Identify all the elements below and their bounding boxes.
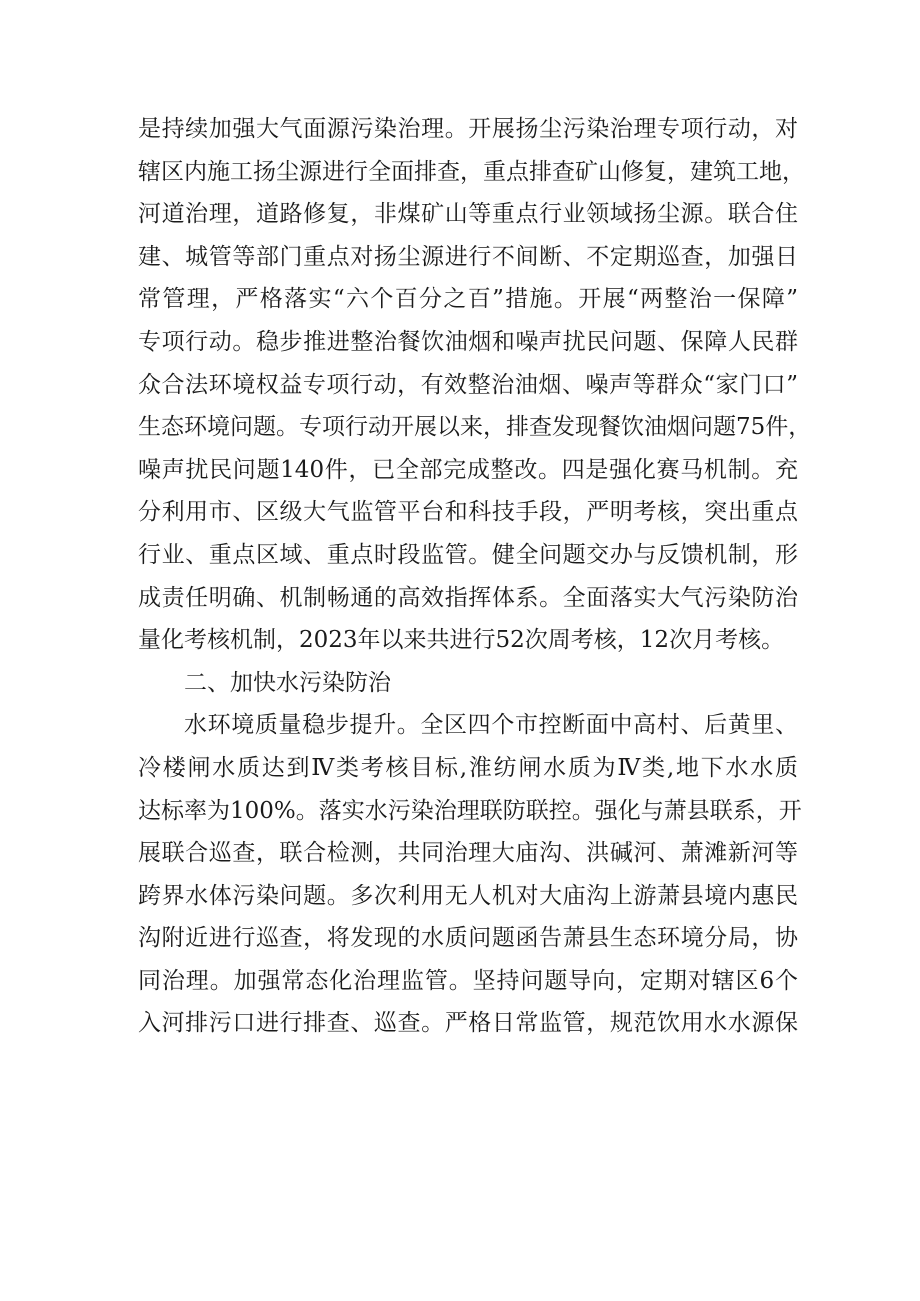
paragraph-first-line: 水环境质量稳步提升。全区四个市控断面中高村、后黄里、 [184,712,798,739]
text-line: 是持续加强大气面源污染治理。开展扬尘污染治理专项行动，对 [138,116,798,142]
paragraph-end-line: 量化考核机制，2023年以来共进行52次周考核，12次月考核。 [138,627,785,654]
text-line: 众合法环境权益专项行动，有效整治油烟、噪声等群众“家门口” [138,371,798,398]
section-heading: 二、加快水污染防治 [184,669,391,696]
text-line: 河道治理，道路修复，非煤矿山等重点行业领域扬尘源。联合住 [138,201,798,228]
text-line: 常管理，严格落实“六个百分之百”措施。开展“两整治一保障” [138,286,798,313]
text-line: 生态环境问题。专项行动开展以来，排查发现餐饮油烟问题75件， [138,414,812,441]
text-line: 沟附近进行巡查，将发现的水质问题函告萧县生态环境分局，协 [138,925,798,952]
text-line: 成责任明确、机制畅通的高效指挥体系。全面落实大气污染防治 [138,584,798,611]
text-line: 同治理。加强常态化治理监管。坚持问题导向，定期对辖区6个 [138,967,798,994]
document-body [138,108,812,1045]
text-line: 噪声扰民问题140件，已全部完成整改。四是强化赛马机制。充 [138,456,798,483]
text-line: 入河排污口进行排查、巡查。严格日常监管，规范饮用水水源保 [138,1010,798,1037]
text-line: 专项行动。稳步推进整治餐饮油烟和噪声扰民问题、保障人民群 [138,328,798,355]
text-line: 分利用市、区级大气监管平台和科技手段，严明考核，突出重点 [138,499,798,526]
text-line: 冷楼闸水质达到Ⅳ类考核目标,淮纺闸水质为Ⅳ类,地下水水质 [138,754,798,781]
text-line: 建、城管等部门重点对扬尘源进行不间断、不定期巡查，加强日 [138,243,798,270]
text-line: 行业、重点区域、重点时段监管。健全问题交办与反馈机制，形 [138,541,798,568]
text-line: 达标率为100%。落实水污染治理联防联控。强化与萧县联系，开 [138,797,802,824]
text-line: 辖区内施工扬尘源进行全面排查，重点排查矿山修复，建筑工地， [138,158,805,185]
text-line: 跨界水体污染问题。多次利用无人机对大庙沟上游萧县境内惠民 [138,882,798,909]
text-line: 展联合巡查，联合检测，共同治理大庙沟、洪碱河、萧滩新河等 [138,840,798,867]
